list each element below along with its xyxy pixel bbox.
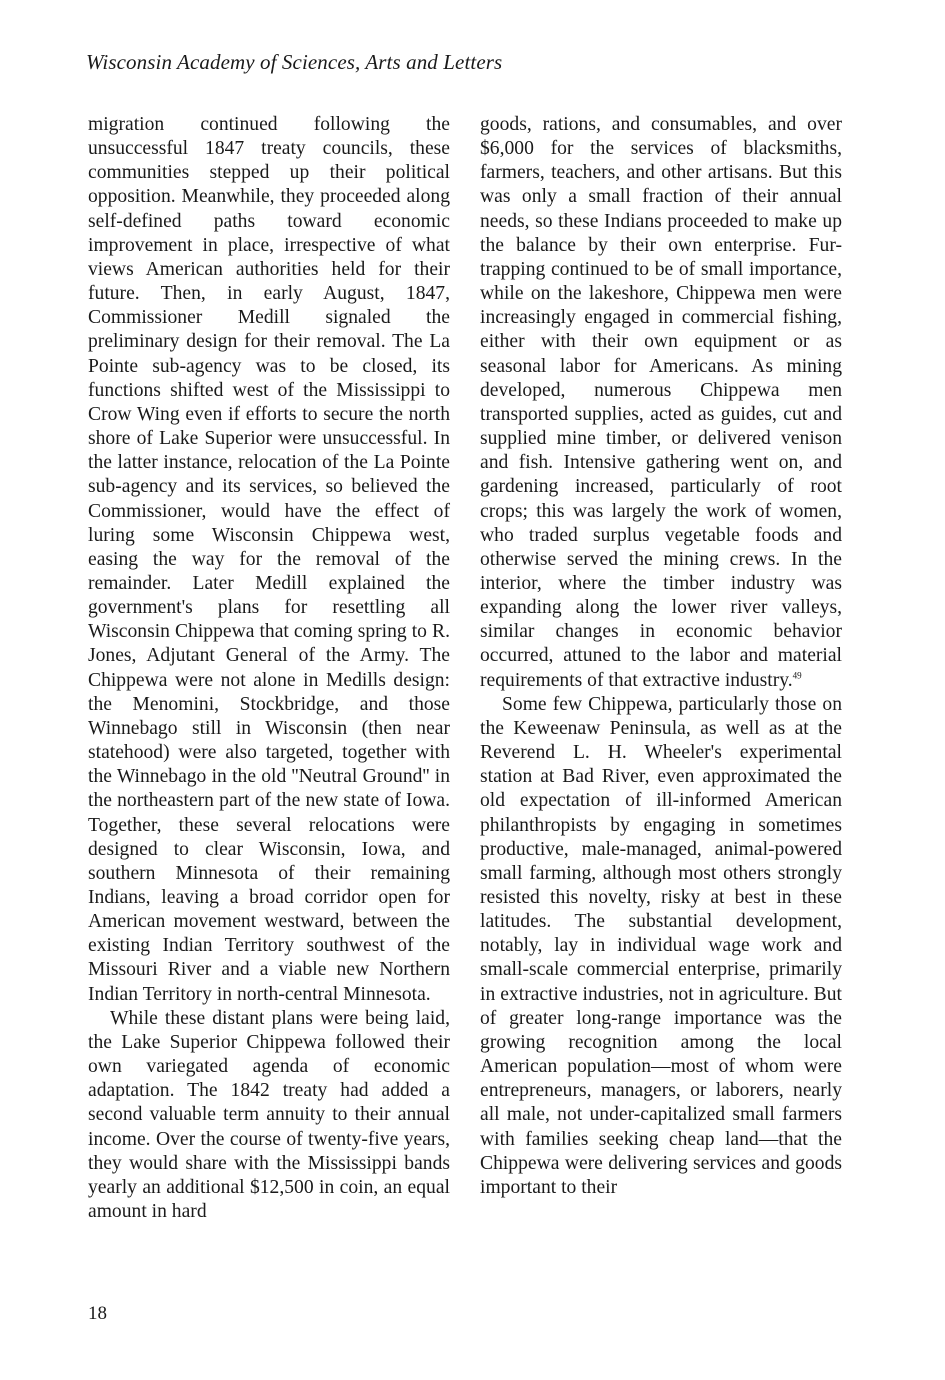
paragraph: migration continued following the unsuccessful 1847 treaty councils, these communities stepped up their political opposition. Meanwhile, they proceeded along self-defined paths toward economic improvement in place, irrespective of what views American authorities held for their future. Then, in early August, 1847, Commissioner Medill signaled the preliminary design for their removal. The La Pointe sub-agency was to be closed, its functions shifted west of the Mississippi to Crow Wing even if efforts to secure the north shore of Lake Superior were unsuccessful. In the latter instance, relocation of the La Pointe sub-agency and its services, so believed the Commissioner, would have the effect of luring some Wisconsin Chippewa west, easing the way for the removal of the remainder. Later Medill explained the government's plans for resettling all Wisconsin Chippewa that coming spring to R. Jones, Adjutant General of the Army. The Chippewa were not alone in Medills design: the Menomini, Stockbridge, and those Winnebago still in Wisconsin (then near statehood) were also targeted, together with the Winnebago in the old ''Neutral Ground'' in the northeastern part of the new state of Iowa. Together, these several relocations were designed to clear Wisconsin, Iowa, and southern Minnesota of their remaining Indians, leaving a broad corridor open for American movement westward, between the existing Indian Territory southwest of the Missouri River and a viable new Northern Indian Territory in north-central Minnesota. — [88, 114, 450, 1005]
footnote-marker: 49 — [792, 670, 802, 681]
page-number: 18 — [88, 1303, 107, 1324]
paragraph: Some few Chippewa, particularly those on the Keweenaw Peninsula, as well as at the Reverend L. H. Wheeler's experimental station at Bad River, even approximated the old expectation of ill-informed American philanthropists by engaging in sometimes productive, male-managed, animal-powered small farming, although most others strongly resisted this novelty, risky at best in these latitudes. The substantial development, notably, lay in individual wage work and small-scale commercial enterprise, primarily in extractive industries, not in agriculture. But of greater long-range importance was the growing recognition among the local American population—most of whom were entrepreneurs, managers, or laborers, nearly all male, not under-capitalized small farmers with families seeking cheap land—that the Chippewa were delivering services and goods important to their — [480, 693, 842, 1198]
paragraph-text: goods, rations, and consumables, and over $6,000 for the services of blacksmiths, farmers, teachers, and other artisans. But this was only a small fraction of their annual needs, so these Indians proceeded to make up the balance by their own enterprise. Fur- trapping continued to be of small importance, while on the lakeshore, Chippewa men were increasingly engaged in commercial fishing, either with their own equipment or as seasonal labor for Americans. As mining developed, numerous Chippewa men transported supplies, acted as guides, cut and supplied mine timber, or delivered venison and fish. Intensive gathering went on, and gardening increased, particularly of root crops; this was largely the work of women, who traded surplus vegetable foods and otherwise served the mining crews. In the interior, where the timber industry was expanding along the lower river valleys, similar changes in economic behavior occurred, attuned to the labor and material requirements of that extractive industry. — [480, 114, 842, 691]
running-header: Wisconsin Academy of Sciences, Arts and Letters — [86, 50, 503, 74]
paragraph — [480, 113, 842, 693]
right-column — [480, 113, 842, 1200]
left-column — [88, 113, 450, 1224]
paragraph: While these distant plans were being laid, the Lake Superior Chippewa followed their own variegated agenda of economic adaptation. The 1842 treaty had added a second valuable term annuity to their annual income. Over the course of twenty-five years, they would share with the Mississippi bands yearly an additional $12,500 in coin, an equal amount in hard — [88, 1007, 450, 1223]
